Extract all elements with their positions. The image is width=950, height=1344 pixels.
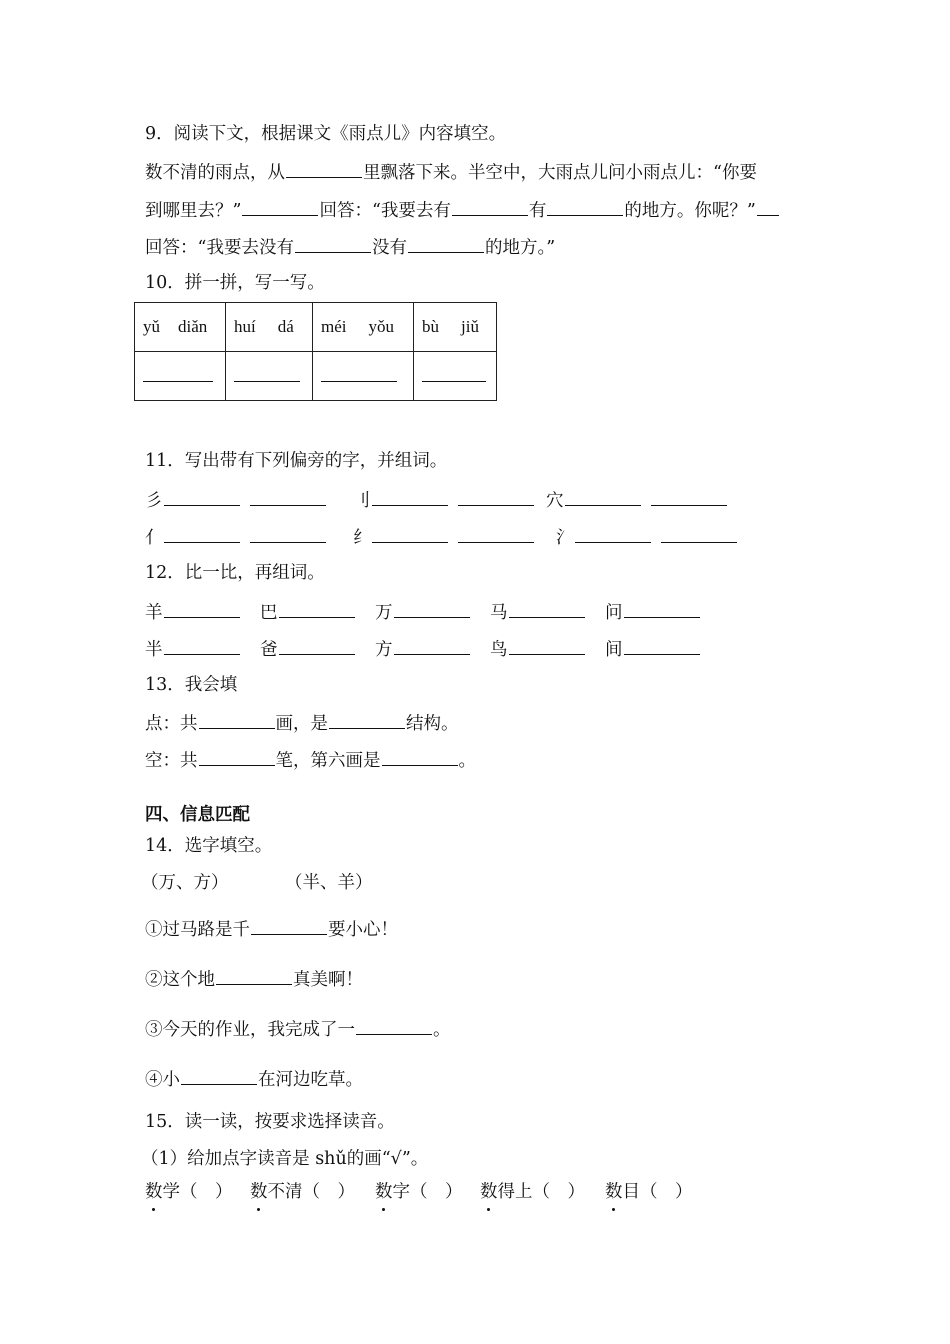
radical-group: 彡 [145, 487, 327, 513]
answer-blank[interactable] [329, 710, 405, 729]
answer-blank[interactable] [286, 159, 362, 178]
answer-blank[interactable] [509, 599, 585, 618]
compare-item: 方 [375, 636, 471, 662]
answer-cell[interactable] [313, 352, 414, 401]
answer-blank[interactable] [452, 197, 528, 216]
answer-blank[interactable] [458, 524, 534, 543]
answer-blank[interactable] [216, 966, 292, 985]
q12-title: 12．比一比，再组词。 [145, 563, 325, 583]
radical-group: 氵 [556, 524, 738, 550]
dotted-char: 数 [605, 1182, 623, 1202]
answer-blank[interactable] [251, 916, 327, 935]
pinyin-cell: méi yǒu [313, 303, 414, 352]
compare-item: 间 [605, 636, 701, 662]
pinyin-table [134, 302, 497, 401]
q14-title: 14．选字填空。 [145, 836, 273, 856]
pinyin-row [135, 303, 497, 352]
q13-title: 13．我会填 [145, 675, 238, 695]
answer-blank[interactable] [651, 487, 727, 506]
reading-item[interactable]: 数字（ ） [375, 1182, 463, 1202]
answer-blank[interactable] [509, 636, 585, 655]
radical-group: 刂 [353, 487, 535, 513]
answer-blank[interactable] [458, 487, 534, 506]
compare-item: 马 [490, 599, 586, 625]
pinyin-cell: yǔ diǎn [135, 303, 226, 352]
q15-title: 15．读一读，按要求选择读音。 [145, 1112, 395, 1132]
answer-cell[interactable] [135, 352, 226, 401]
q14-sentence-3: ③今天的作业，我完成了一 。 [145, 1016, 451, 1042]
answer-blank[interactable] [565, 487, 641, 506]
answer-blank[interactable] [295, 234, 371, 253]
answer-blank[interactable] [372, 524, 448, 543]
section-heading: 四、信息匹配 [145, 805, 250, 825]
answer-blank[interactable] [372, 487, 448, 506]
q14-sentence-4: ④小 在河边吃草。 [145, 1066, 363, 1092]
q14-sentence-1: ①过马路是千 要小心！ [145, 916, 398, 942]
answer-blank[interactable] [250, 487, 326, 506]
reading-item[interactable]: 数学（ ） [145, 1182, 233, 1202]
answer-blank[interactable] [356, 1016, 432, 1035]
q9-line3: 回答：“我要去没有 没有 的地方。” [145, 234, 555, 260]
dotted-char: 数 [375, 1182, 393, 1202]
dotted-char: 数 [145, 1182, 163, 1202]
answer-blank[interactable] [408, 234, 484, 253]
q9-line1: 数不清的雨点，从 里飘落下来。半空中，大雨点儿问小雨点儿：“你要 [145, 159, 757, 185]
q13-line2: 空：共 笔，第六画是 。 [145, 747, 476, 773]
answer-blank[interactable] [279, 636, 355, 655]
answer-blank[interactable] [661, 524, 737, 543]
answer-blank[interactable] [547, 197, 623, 216]
answer-blank[interactable] [181, 1066, 257, 1085]
radical-group: 穴 [546, 487, 728, 513]
answer-blank[interactable] [624, 599, 700, 618]
q11-title: 11．写出带有下列偏旁的字，并组词。 [145, 451, 448, 471]
answer-cell[interactable] [226, 352, 313, 401]
answer-blank[interactable] [279, 599, 355, 618]
compare-item: 问 [605, 599, 701, 625]
reading-item[interactable]: 数得上（ ） [480, 1182, 585, 1202]
answer-blank[interactable] [164, 599, 240, 618]
answer-blank[interactable] [164, 524, 240, 543]
answer-blank[interactable] [199, 747, 275, 766]
q13-line1: 点：共 画，是 结构。 [145, 710, 459, 736]
answer-blank[interactable] [382, 747, 458, 766]
radical-group: 亻 [145, 524, 327, 550]
q14-sentence-2: ②这个地 真美啊！ [145, 966, 363, 992]
radical-group: 纟 [353, 524, 535, 550]
answer-blank[interactable] [164, 636, 240, 655]
compare-item: 万 [375, 599, 471, 625]
answer-blank[interactable] [757, 197, 779, 216]
answer-blank[interactable] [242, 197, 318, 216]
choice-group: （万、方） [141, 873, 229, 893]
choice-group: （半、羊） [285, 873, 373, 893]
answer-cell[interactable] [414, 352, 497, 401]
compare-item: 羊 [145, 599, 241, 625]
answer-blank[interactable] [624, 636, 700, 655]
dotted-char: 数 [250, 1182, 268, 1202]
answer-blank[interactable] [394, 636, 470, 655]
q9-title: 9．阅读下文，根据课文《雨点儿》内容填空。 [145, 124, 507, 144]
answer-blank[interactable] [199, 710, 275, 729]
pinyin-cell: huí dá [226, 303, 313, 352]
answer-row [135, 352, 497, 401]
compare-item: 爸 [260, 636, 356, 662]
compare-item: 半 [145, 636, 241, 662]
dotted-char: 数 [480, 1182, 498, 1202]
answer-blank[interactable] [575, 524, 651, 543]
compare-item: 巴 [260, 599, 356, 625]
compare-item: 鸟 [490, 636, 586, 662]
q15-sub1: （1）给加点字读音是 shǔ的画“√”。 [141, 1149, 429, 1169]
answer-blank[interactable] [164, 487, 240, 506]
pinyin-cell: bù jiǔ [414, 303, 497, 352]
answer-blank[interactable] [250, 524, 326, 543]
q9-line2: 到哪里去？” 回答：“我要去有 有 的地方。你呢？” [145, 197, 780, 223]
answer-blank[interactable] [394, 599, 470, 618]
reading-item[interactable]: 数不清（ ） [250, 1182, 355, 1202]
q10-title: 10．拼一拼，写一写。 [145, 273, 325, 293]
reading-item[interactable]: 数目（ ） [605, 1182, 693, 1202]
